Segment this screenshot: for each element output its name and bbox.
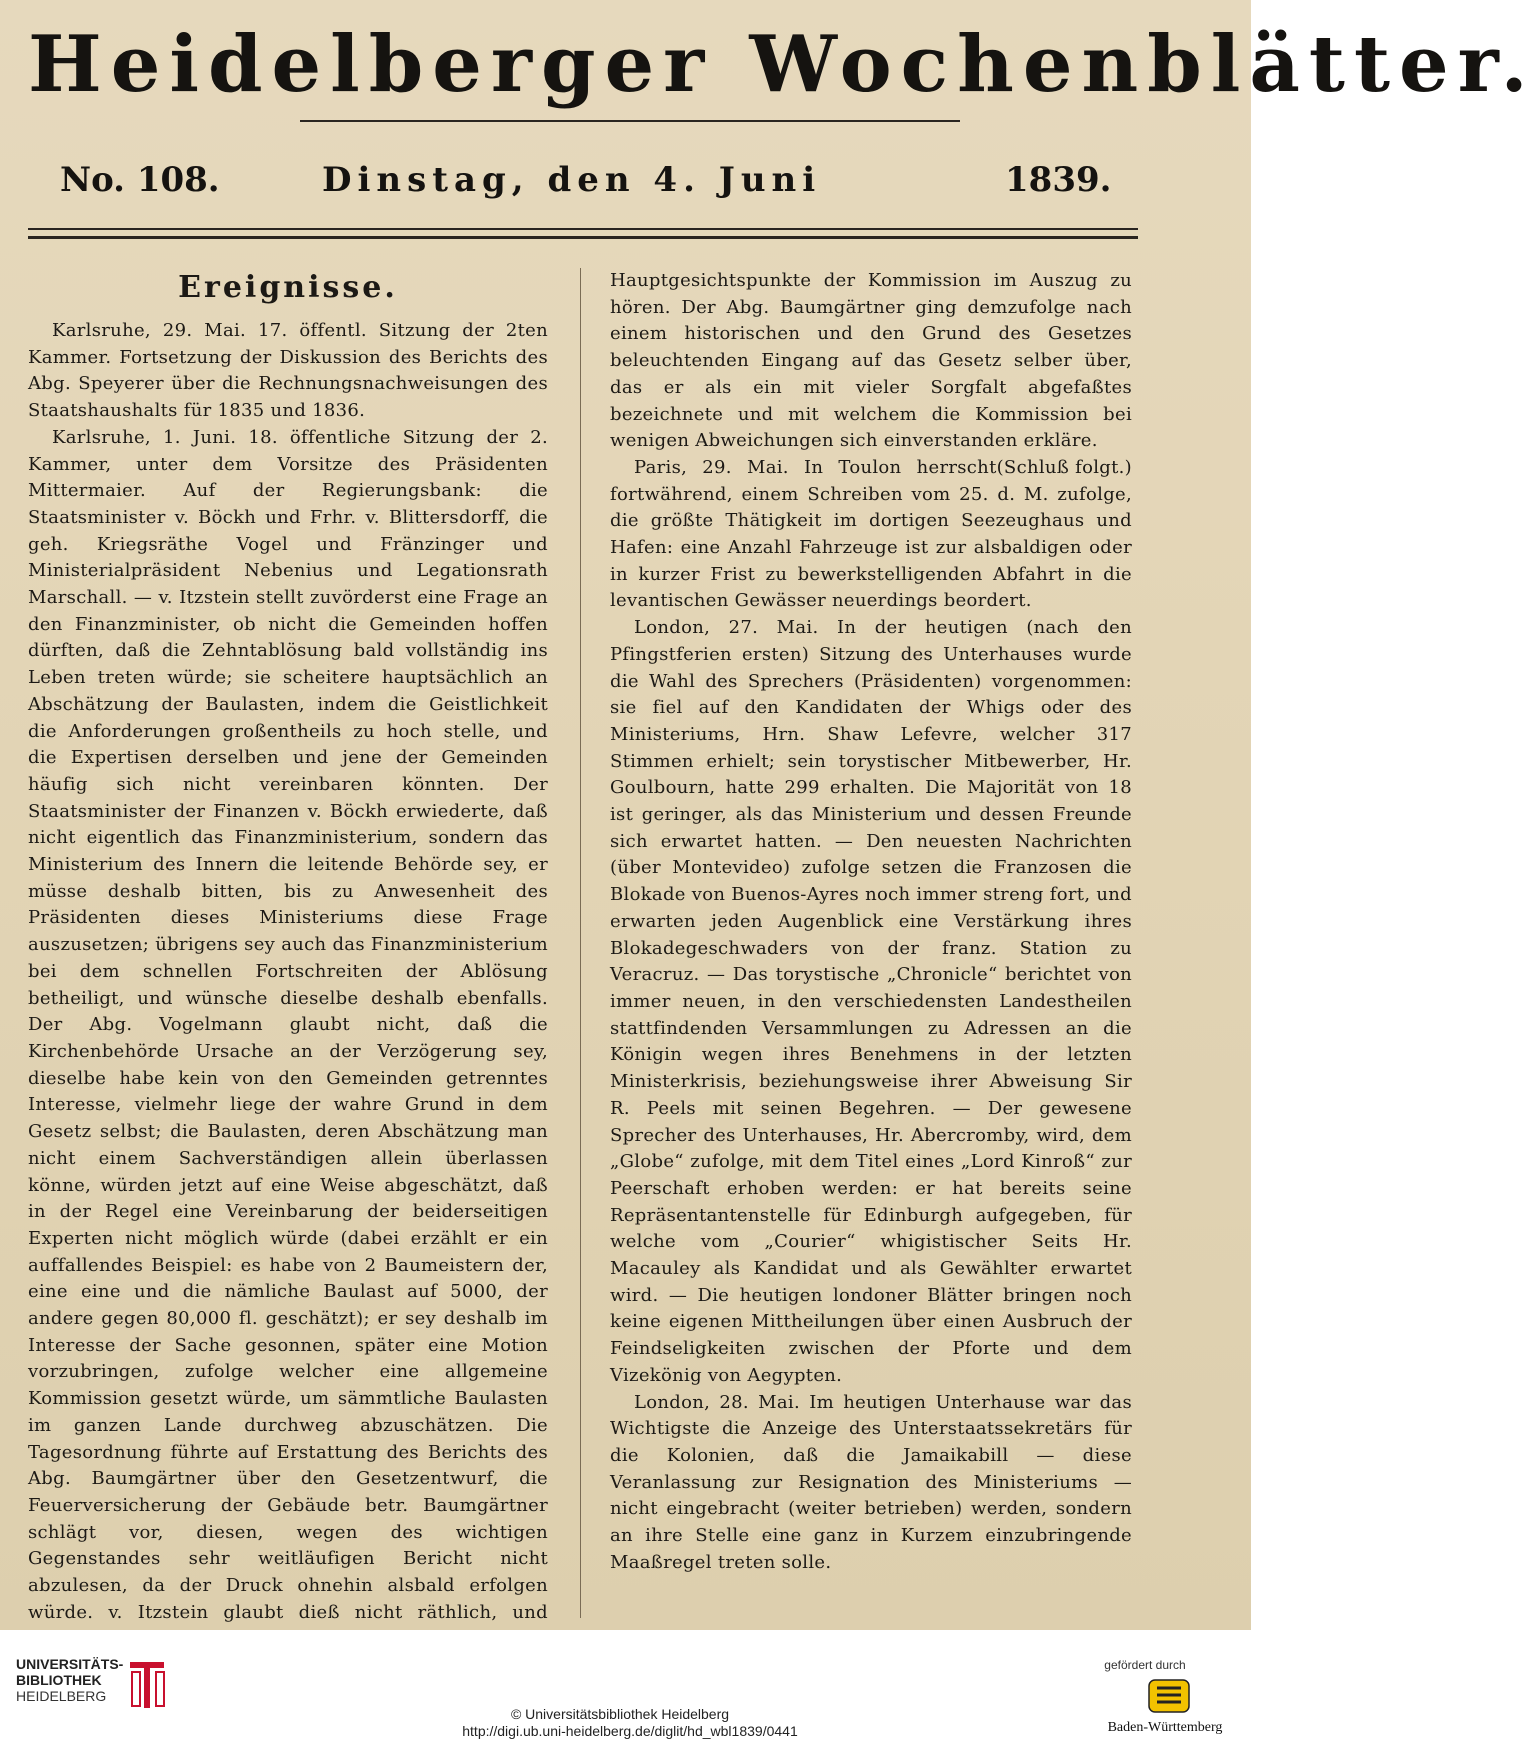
footer bbox=[0, 1630, 1251, 1739]
article-paris-29-mai: Paris, 29. Mai. In Toulon herrscht fortwährend, einem Schreiben vom 25. d. M. zufolge, die größte Thätigkeit im dortigen Seezeughaus und Hafen: eine Anzahl Fahrzeuge ist zur alsbaldigen oder in kurzer Frist zu bewerkstelligenden Abfahrt in die levantischen Gewässer neuerdings beordert. bbox=[610, 456, 1132, 612]
library-line1: UNIVERSITÄTS- bbox=[16, 1656, 124, 1672]
issue-year: 1839. bbox=[1005, 160, 1112, 200]
section-title: Ereignisse. bbox=[178, 270, 398, 305]
masthead-rule bbox=[300, 120, 960, 122]
ub-heidelberg-wordmark bbox=[16, 1656, 136, 1704]
column-right bbox=[610, 268, 1132, 1576]
article-continuation bbox=[610, 268, 1132, 478]
column-left bbox=[28, 268, 548, 1653]
library-line2: BIBLIOTHEK bbox=[16, 1672, 102, 1688]
sponsor-label: gefördert durch bbox=[1104, 1658, 1186, 1672]
permalink[interactable]: http://digi.ub.uni-heidelberg.de/diglit/hd_wbl1839/0441 bbox=[462, 1723, 798, 1739]
article-london-27-mai: London, 27. Mai. In der heutigen (nach den Pfingstferien ersten) Sitzung des Unterhauses wurde die Wahl des Sprechers (Präsidenten) vorgenommen: sie fiel auf den Kandidaten der Whigs oder des Ministeriums, Hrn. Shaw Lefevre, welcher 317 Stimmen erhielt; sein torystischer Mitbewerber, Hr. Goulbourn, hatte 299 erhalten. Die Majorität von 18 ist geringer, als das Ministerium und dessen Freunde sich erwartet hatten. — Den neuesten Nachrichten (über Montevideo) zufolge setzen die Franzosen die Blokade von Buenos-Ayres noch immer streng fort, und erwarten jeden Augenblick eine Verstärkung ihres Blokadegeschwaders von der franz. Station zu Veracruz. — Das torystische „Chronicle“ berichtet von immer neuen, in den verschiedensten Landestheilen stattfindenden Versammlungen zu Adressen an die Königin wegen ihres Benehmens in der letzten Ministerkrisis, beziehungsweise ihrer Abweisung Sir R. Peels mit seinen Begehren. — Der gewesene Sprecher des Unterhauses, Hr. Abercromby, wird, dem „Globe“ zufolge, mit dem Titel eines „Lord Kinroß“ zur Peerschaft erhoben werden: er hat bereits seine Repräsentantenstelle für Edinburgh aufgegeben, für welche vom „Courier“ whigistischer Seits Hr. Macauley als Kandidat und als Gewählter erwartet wird. — Die heutigen londoner Blätter bringen noch keine eigenen Mittheilungen über einen Ausbruch der Feindseligkeiten zwischen der Pforte und dem Vizekönig von Aegypten. bbox=[610, 617, 1132, 1386]
issue-number: No. 108. bbox=[60, 160, 220, 200]
masthead-title: Heidelberger Wochenblätter. bbox=[28, 19, 1537, 110]
column-divider bbox=[580, 268, 581, 1618]
header-rule bbox=[28, 228, 1138, 239]
library-line3: HEIDELBERG bbox=[16, 1688, 107, 1704]
continuation-text: Hauptgesichtspunkte der Kommission im Auszug zu hören. Der Abg. Baumgärtner ging demzufolge nach einem historischen und den Grund des Gesetzes beleuchtenden Eingang auf das Gesetz selber über, das er als ein mit vieler Sorgfalt abgefaßtes bezeichnete und mit welchem die Kommission bei wenigen Abweichungen sich einverstanden erkläre. bbox=[610, 270, 1132, 452]
ub-heidelberg-logo-icon bbox=[126, 1656, 168, 1712]
article-london-28-mai: London, 28. Mai. Im heutigen Unterhause war das Wichtigste die Anzeige des Unterstaatssekretärs für die Kolonien, daß die Jamaikabill — diese Veranlassung zur Resignation des Ministeriums — nicht eingebracht (weiter betrieben) werden, sondern an ihre Stelle eine ganz in Kurzem einzubringende Maaßregel treten solle. bbox=[610, 1391, 1132, 1573]
article-karlsruhe-29-mai: Karlsruhe, 29. Mai. 17. öffentl. Sitzung der 2ten Kammer. Fortsetzung der Diskussion des Berichts des Abg. Speyerer über die Rechnungsnachweisungen des Staatshaushalts für 1835 und 1836. bbox=[28, 320, 548, 422]
sponsor-name: Baden-Württemberg bbox=[1107, 1720, 1223, 1735]
continued-note: (Schluß folgt.) bbox=[996, 456, 1132, 478]
copyright-notice: © Universitätsbibliothek Heidelberg bbox=[510, 1706, 730, 1722]
dateline bbox=[60, 150, 1112, 210]
bw-coat-of-arms-icon bbox=[1143, 1678, 1195, 1714]
article-karlsruhe-1-juni: Karlsruhe, 1. Juni. 18. öffentliche Sitzung der 2. Kammer, unter dem Vorsitze des Präsidenten Mittermaier. Auf der Regierungsbank: die Staatsminister v. Böckh und Frhr. v. Blittersdorff, die geh. Kriegsräthe Vogel und Fränzinger und Ministerialpräsident Nebenius und Legationsrath Marschall. — v. Itzstein stellt zuvörderst eine Frage an den Finanzminister, ob nicht die Gemeinden hoffen dürften, daß die Zehntablösung bald vollständig ins Leben treten würde; sie scheitere hauptsächlich an Abschätzung der Baulasten, indem die Geistlichkeit die Anforderungen großentheils zu hoch stelle, und die Expertisen derselben und jene der Gemeinden häufig sich nicht vereinbaren könnten. Der Staatsminister der Finanzen v. Böckh erwiederte, daß nicht eigentlich das Finanzministerium, sondern das Ministerium des Innern die leitende Behörde sey, er müsse deshalb bitten, bis zu Anwesenheit des Präsidenten dieses Ministeriums diese Frage auszusetzen; übrigens sey auch das Finanzministerium bei dem schnellen Fortschreiten der Ablösung betheiligt, und wünsche dieselbe deshalb ebenfalls. Der Abg. Vogelmann glaubt nicht, daß die Kirchenbehörde Ursache an der Verzögerung sey, dieselbe habe kein von den Gemeinden getrenntes Interesse, vielmehr liege der wahre Grund in dem Gesetz selbst; die Baulasten, deren Abschätzung man nicht einem Sachverständigen allein überlassen könne, würden jetzt auf eine Weise abgeschätzt, daß in der Regel eine Vereinbarung der beiderseitigen Experten nicht möglich würde (dabei erzählt er ein auffallendes Beispiel: es habe von 2 Baumeistern der, eine eine und die nämliche Baulast auf 5000, der andere gegen 80,000 fl. geschätzt); er sey deshalb im Interesse der Sache gesonnen, später eine Motion vorzubringen, zufolge welcher eine allgemeine Kommission gesetzt würde, um sämmtliche Baulasten im ganzen Lande durchweg abzuschätzen. Die Tagesordnung führte auf Erstattung des Berichts des Abg. Baumgärtner über den Gesetzentwurf, die Feuerversicherung der Gebäude betr. Baumgärtner schlägt vor, diesen, wegen des wichtigen Gegenstandes sehr weitläufigen Bericht nicht abzulesen, da der Druck ohnehin alsbald erfolgen würde. v. Itzstein glaubt dieß nicht räthlich, und bbox=[28, 426, 548, 1623]
issue-date: Dinstag, den 4. Juni bbox=[322, 160, 822, 200]
